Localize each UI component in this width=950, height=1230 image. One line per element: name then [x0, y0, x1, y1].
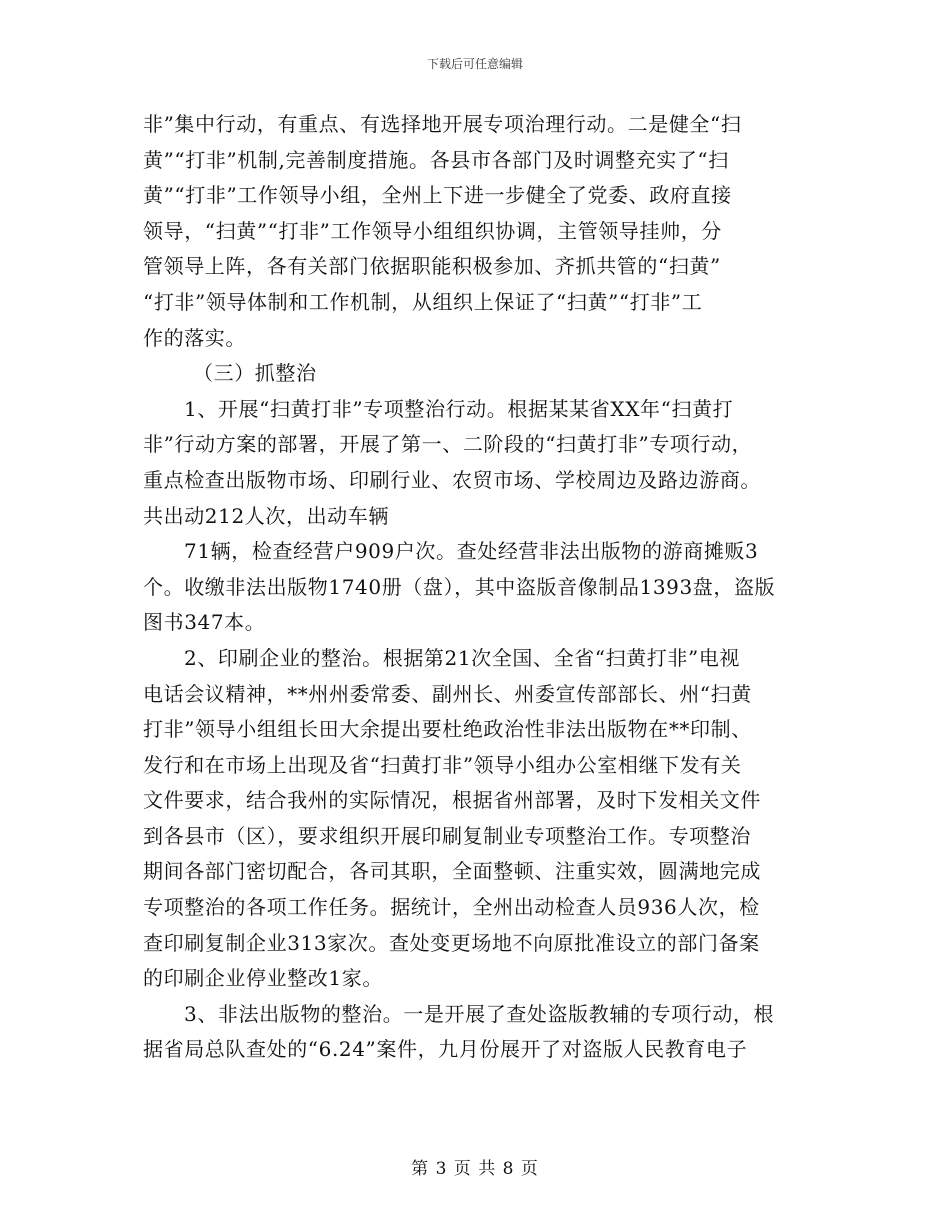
- body-line: 打非”领导小组组长田大余提出要杜绝政治性非法出版物在**印制、: [143, 717, 752, 742]
- body-line: 的印刷企业停业整改1家。: [143, 966, 383, 991]
- page-footer: 第 3 页 共 8 页: [411, 1159, 539, 1179]
- paragraph-start: 3、非法出版物的整治。一是开展了查处盗版教辅的专项行动，根: [184, 1001, 775, 1026]
- body-line: 作的落实。: [143, 325, 246, 350]
- body-line: 非”行动方案的部署，开展了第一、二阶段的“扫黄打非”专项行动，: [143, 432, 753, 457]
- paragraph-start: 1、开展“扫黄打非”专项整治行动。根据某某省XX年“扫黄打: [184, 396, 734, 421]
- body-line: 黄”“打非”机制,完善制度措施。各县市各部门及时调整充实了“扫: [143, 147, 729, 172]
- body-line: 发行和在市场上出现及省“扫黄打非”领导小组办公室相继下发有关: [143, 752, 742, 777]
- body-line: 到各县市（区），要求组织开展印刷复制业专项整治工作。专项整治: [143, 823, 751, 848]
- body-line: 领导，“扫黄”“打非”工作领导小组组织协调，主管领导挂帅，分: [143, 218, 722, 243]
- body-line: “打非”领导体制和工作机制，从组织上保证了“扫黄”“打非”工: [143, 289, 703, 314]
- body-line: 管领导上阵，各有关部门依据职能积极参加、齐抓共管的“扫黄”: [143, 254, 721, 279]
- paragraph-start: 2、印刷企业的整治。根据第21次全国、全省“扫黄打非”电视: [184, 645, 741, 670]
- paragraph-start: 71辆，检查经营户909户次。查处经营非法出版物的游商摊贩3: [184, 539, 759, 564]
- document-body: [143, 107, 808, 1068]
- section-heading: （三）抓整治: [193, 361, 317, 386]
- page-header: 下载后可任意编辑: [426, 57, 523, 71]
- body-line: 非”集中行动，有重点、有选择地开展专项治理行动。二是健全“扫: [143, 112, 742, 136]
- body-line: 电话会议精神，**州州委常委、副州长、州委宣传部部长、州“扫黄: [143, 681, 752, 706]
- body-line: 共出动212人次，出动车辆: [143, 503, 389, 528]
- body-line: 期间各部门密切配合，各司其职，全面整顿、注重实效，圆满地完成: [143, 859, 761, 884]
- body-line: 个。收缴非法出版物1740册（盘），其中盗版音像制品1393盘，盗版: [143, 574, 776, 599]
- body-line: 重点检查出版物市场、印刷行业、农贸市场、学校周边及路边游商。: [143, 467, 761, 492]
- body-line: 据省局总队查处的“6.24”案件，九月份展开了对盗版人民教育电子: [143, 1037, 748, 1062]
- body-line: 文件要求，结合我州的实际情况，根据省州部署，及时下发相关文件: [143, 788, 761, 813]
- body-line: 黄”“打非”工作领导小组，全州上下进一步健全了党委、政府直接: [143, 183, 732, 208]
- body-line: 图书347本。: [143, 610, 266, 635]
- body-line: 查印刷复制企业313家次。查处变更场地不向原批准设立的部门备案: [143, 930, 760, 955]
- body-line: 专项整治的各项工作任务。据统计，全州出动检查人员936人次，检: [143, 895, 760, 920]
